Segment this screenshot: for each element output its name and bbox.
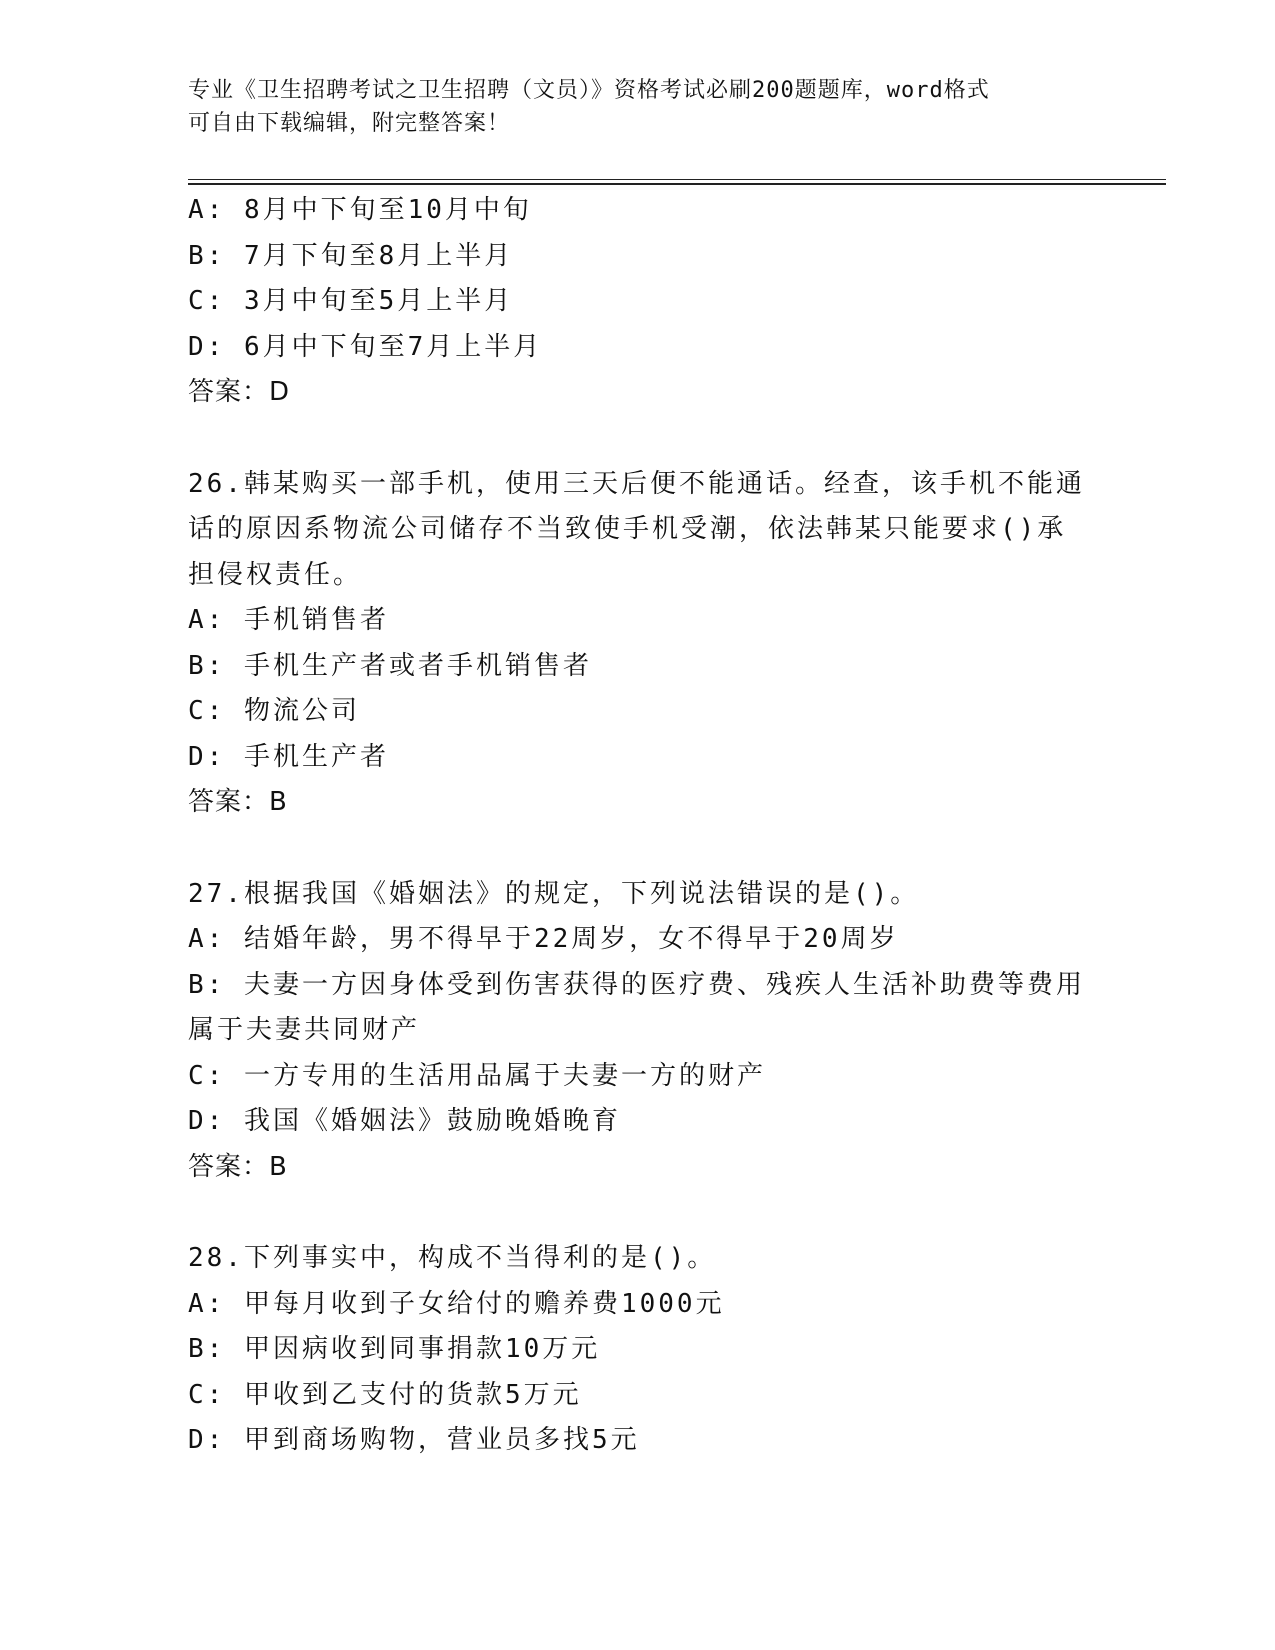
option-item: B: 7月下旬至8月上半月 [188,240,514,271]
answer-text: 答案：B [188,787,288,817]
header-line-2: 可自由下载编辑，附完整答案！ [188,111,511,136]
question-text: 28.下列事实中，构成不当得利的是()。 [188,1243,717,1273]
question-block [188,462,1088,826]
option-item: D: 6月中下旬至7月上半月 [188,331,543,362]
option-item: C: 一方专用的生活用品属于夫妻一方的财产 [188,1060,766,1091]
option-item: A: 甲每月收到子女给付的赡养费1000元 [188,1288,725,1319]
option-item: B: 夫妻一方因身体受到伤害获得的医疗费、残疾人生活补助费等费用 属于夫妻共同财产 [188,969,1085,1045]
header-rule-thin [188,179,1166,180]
option-item: D: 手机生产者 [188,741,389,772]
document-header [188,74,1088,140]
option-item: D: 我国《婚姻法》鼓励晚婚晚育 [188,1106,621,1136]
answer-text: 答案：B [188,1151,288,1182]
header-rule-thick [188,183,1166,185]
question-text: 话的原因系物流公司储存不当致使手机受潮，依法韩某只能要求()承 [188,514,1067,544]
header-line-1: 专业《卫生招聘考试之卫生招聘（文员）》资格考试必刷200题题库，word格式 [188,78,990,103]
question-block [188,1236,1088,1464]
option-item: D: 甲到商场购物，营业员多找5元 [188,1425,640,1455]
option-item: B: 甲因病收到同事捐款10万元 [188,1334,601,1364]
option-item: C: 3月中旬至5月上半月 [188,286,514,316]
question-text: 26.韩某购买一部手机，使用三天后便不能通话。经查，该手机不能通 [188,468,1085,499]
option-item: C: 甲收到乙支付的货款5万元 [188,1379,582,1410]
option-item: B: 手机生产者或者手机销售者 [188,650,592,681]
question-block [188,188,1088,416]
option-item: A: 手机销售者 [188,605,389,635]
answer-text: 答案：D [188,377,291,407]
question-text: 27.根据我国《婚姻法》的规定，下列说法错误的是()。 [188,878,920,909]
question-text: 担侵权责任。 [188,559,363,590]
question-block [188,872,1088,1191]
option-item: A: 8月中下旬至10月中旬 [188,195,532,225]
question-list [188,188,1088,1464]
option-item: A: 结婚年龄，男不得早于22周岁，女不得早于20周岁 [188,924,899,954]
option-item: C: 物流公司 [188,696,360,726]
